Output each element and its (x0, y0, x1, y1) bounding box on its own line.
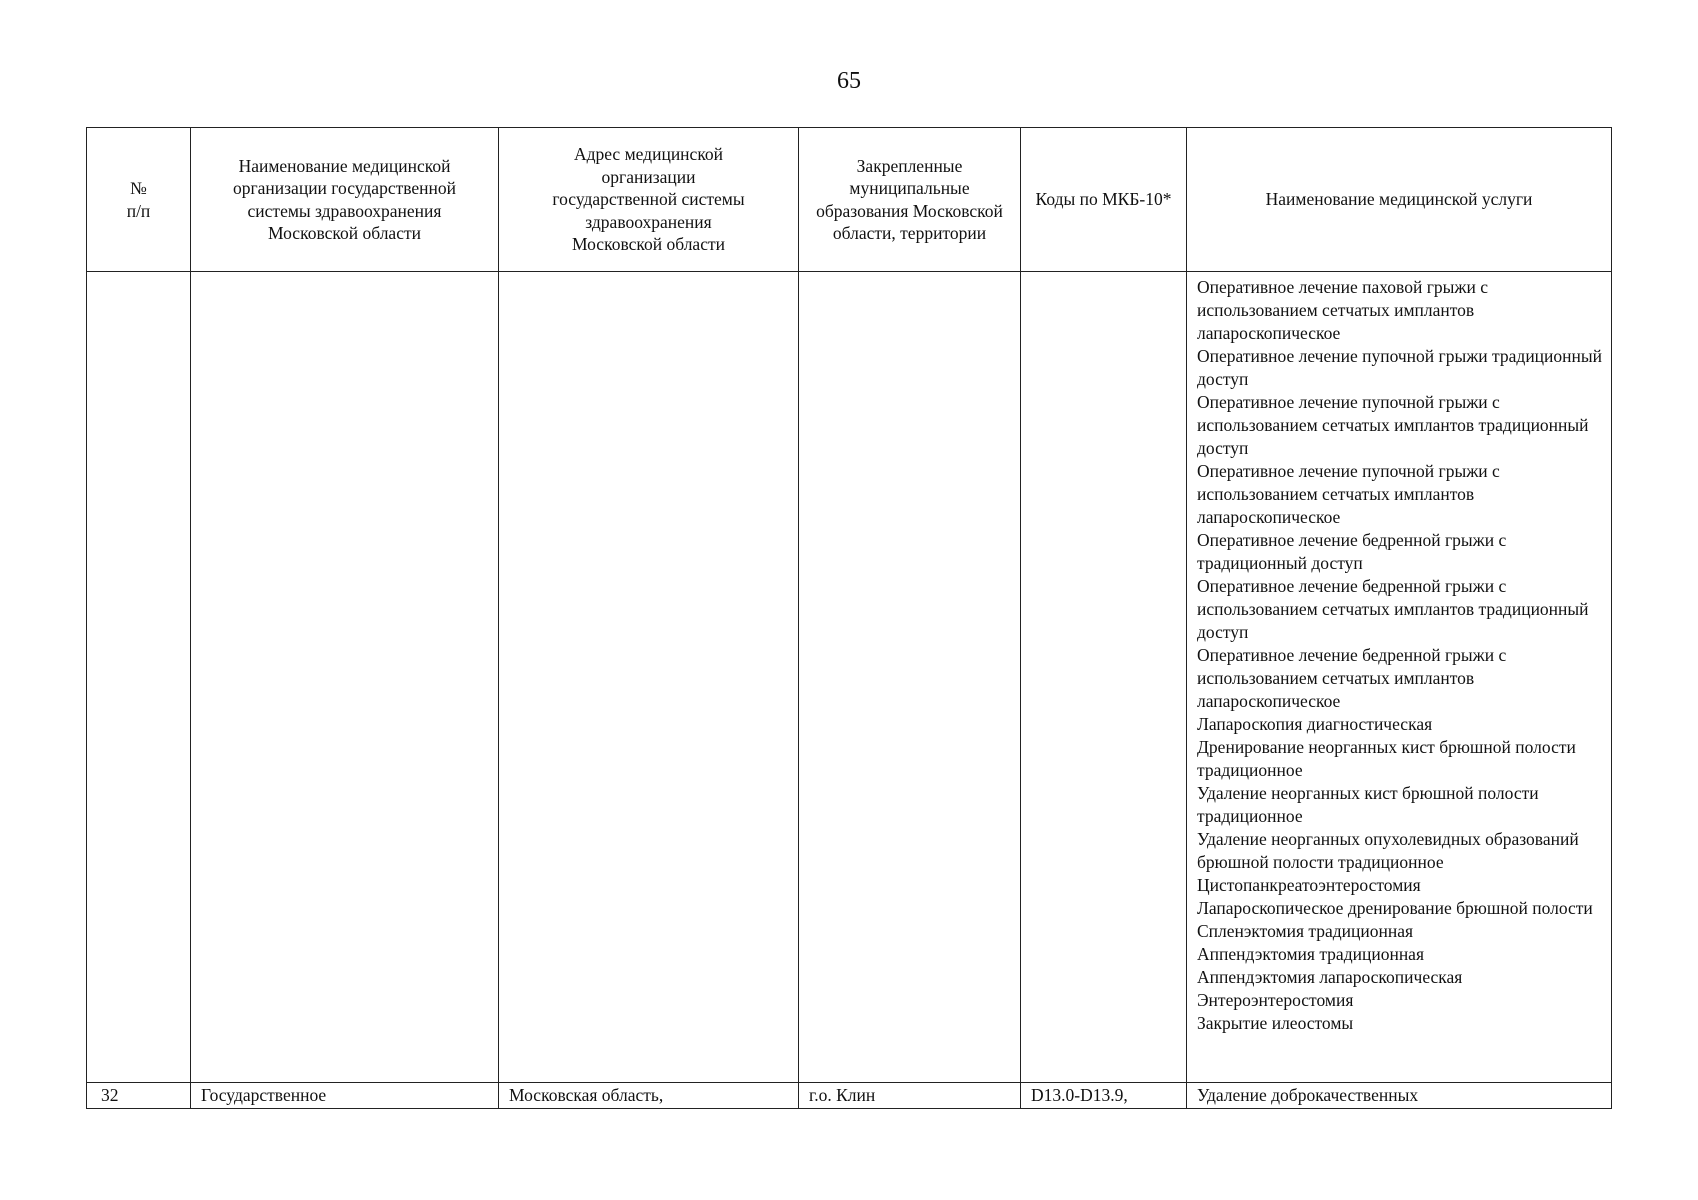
list-item: Энтероэнтеростомия (1197, 990, 1354, 1010)
list-item: Оперативное лечение бедренной грыжи с традиционный доступ (1197, 530, 1507, 573)
list-item: Оперативное лечение бедренной грыжи с использованием сетчатых имплантов традиционный доступ (1197, 576, 1589, 642)
list-item: Удаление неорганных опухолевидных образований брюшной полости традиционное (1197, 829, 1579, 872)
list-item: Оперативное лечение пупочной грыжи с использованием сетчатых имплантов традиционный доступ (1197, 392, 1589, 458)
cell-number: 32 (87, 1083, 191, 1109)
cell-services (1187, 272, 1612, 1083)
list-item: Спленэктомия традиционная (1197, 921, 1414, 941)
list-item: Оперативное лечение пупочной грыжи традиционный доступ (1197, 346, 1603, 389)
services-list (1187, 272, 1611, 1035)
list-item: Закрытие илеостомы (1197, 1013, 1354, 1033)
header-territories: Закрепленные муниципальные образования Московской области, территории (799, 128, 1021, 272)
list-item: Лапароскопия диагностическая (1197, 714, 1433, 734)
cell-services: Удаление доброкачественных (1187, 1083, 1612, 1109)
list-item: Цистопанкреатоэнтеростомия (1197, 875, 1421, 895)
table-row (87, 1083, 1612, 1109)
cell-organization: Государственное (191, 1083, 499, 1109)
cell-address: Московская область, (499, 1083, 799, 1109)
list-item: Удаление неорганных кист брюшной полости традиционное (1197, 783, 1539, 826)
list-item: Аппендэктомия традиционная (1197, 944, 1424, 964)
list-item: Дренирование неорганных кист брюшной полости традиционное (1197, 737, 1576, 780)
list-item: Оперативное лечение пупочной грыжи с использованием сетчатых имплантов лапароскопическое (1197, 461, 1500, 527)
header-organization: Наименование медицинской организации государственной системы здравоохранения Московской области (191, 128, 499, 272)
cell-territories: г.о. Клин (799, 1083, 1021, 1109)
list-item: Оперативное лечение паховой грыжи с использованием сетчатых имплантов лапароскопическое (1197, 277, 1488, 343)
table-header-row (87, 128, 1612, 272)
medical-services-table (86, 127, 1612, 1109)
cell-address (499, 272, 799, 1083)
cell-territories (799, 272, 1021, 1083)
header-number: № п/п (87, 128, 191, 272)
page-number: 65 (837, 68, 861, 94)
cell-icd-codes: D13.0-D13.9, (1021, 1083, 1187, 1109)
list-item: Аппендэктомия лапароскопическая (1197, 967, 1463, 987)
cell-organization (191, 272, 499, 1083)
cell-number (87, 272, 191, 1083)
list-item: Оперативное лечение бедренной грыжи с использованием сетчатых имплантов лапароскопическое (1197, 645, 1507, 711)
list-item: Лапароскопическое дренирование брюшной полости (1197, 898, 1593, 918)
header-service-name: Наименование медицинской услуги (1187, 128, 1612, 272)
cell-icd-codes (1021, 272, 1187, 1083)
header-address: Адрес медицинской организации государственной системы здравоохранения Московской области (499, 128, 799, 272)
table-row (87, 272, 1612, 1083)
header-icd-codes: Коды по МКБ-10* (1021, 128, 1187, 272)
